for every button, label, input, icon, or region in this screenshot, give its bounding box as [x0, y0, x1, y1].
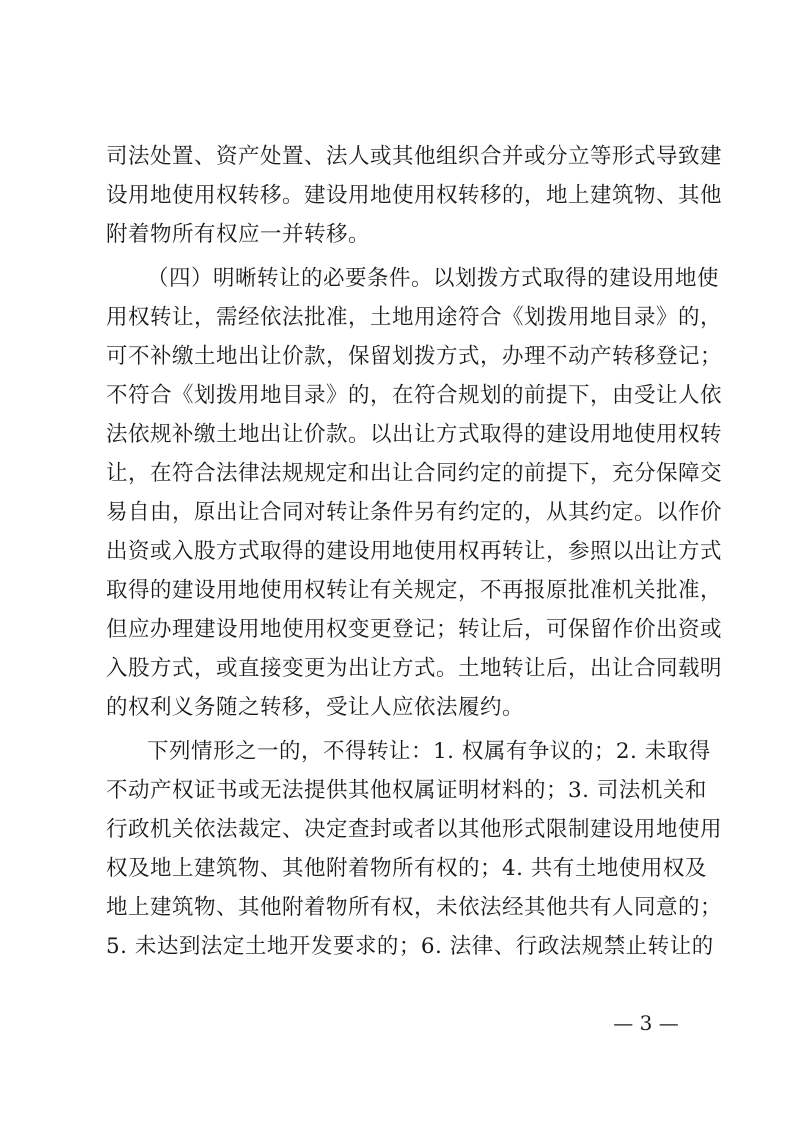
paragraph-line: 下列情形之一的，不得转让：1. 权属有争议的；2. 未取得: [147, 739, 711, 764]
paragraph-line: 易自由，原出让合同对转让条件另有约定的，从其约定。以作价: [106, 500, 723, 525]
paragraph-line: 取得的建设用地使用权转让有关规定，不再报原批准机关批准，: [106, 578, 723, 603]
paragraph-line: 5. 未达到法定土地开发要求的；6. 法律、行政法规禁止转让的: [106, 934, 714, 959]
paragraph-line: 不符合《划拨用地目录》的，在符合规划的前提下，由受让人依: [106, 383, 723, 408]
paragraph-line: 不动产权证书或无法提供其他权属证明材料的；3. 司法机关和: [106, 778, 707, 803]
paragraph-line: 让，在符合法律法规规定和出让合同约定的前提下，充分保障交: [106, 461, 723, 486]
paragraph-line: 但应办理建设用地使用权变更登记；转让后，可保留作价出资或: [106, 617, 723, 642]
paragraph-line: 出资或入股方式取得的建设用地使用权再转让，参照以出让方式: [106, 539, 723, 564]
paragraph-line: 权及地上建筑物、其他附着物所有权的；4. 共有土地使用权及: [106, 856, 707, 881]
page-number: — 3 —: [613, 1011, 679, 1035]
paragraph-line: 行政机关依法裁定、决定查封或者以其他形式限制建设用地使用: [106, 817, 723, 842]
paragraph-line: 司法处置、资产处置、法人或其他组织合并或分立等形式导致建: [106, 144, 723, 169]
paragraph-line: 法依规补缴土地出让价款。以出让方式取得的建设用地使用权转: [106, 422, 723, 447]
paragraph-line: 地上建筑物、其他附着物所有权，未依法经其他共有人同意的；: [106, 895, 723, 920]
paragraph-line: 用权转让，需经依法批准，土地用途符合《划拨用地目录》的，: [106, 305, 723, 330]
paragraph-line: （四）明晰转让的必要条件。以划拨方式取得的建设用地使: [147, 266, 720, 291]
paragraph-line: 设用地使用权转移。建设用地使用权转移的，地上建筑物、其他: [106, 183, 723, 208]
paragraph-line: 入股方式，或直接变更为出让方式。土地转让后，出让合同载明: [106, 656, 723, 681]
paragraph-line: 附着物所有权应一并转移。: [106, 222, 371, 247]
paragraph-line: 可不补缴土地出让价款，保留划拨方式，办理不动产转移登记；: [106, 344, 723, 369]
paragraph-line: 的权利义务随之转移，受让人应依法履约。: [106, 695, 525, 720]
